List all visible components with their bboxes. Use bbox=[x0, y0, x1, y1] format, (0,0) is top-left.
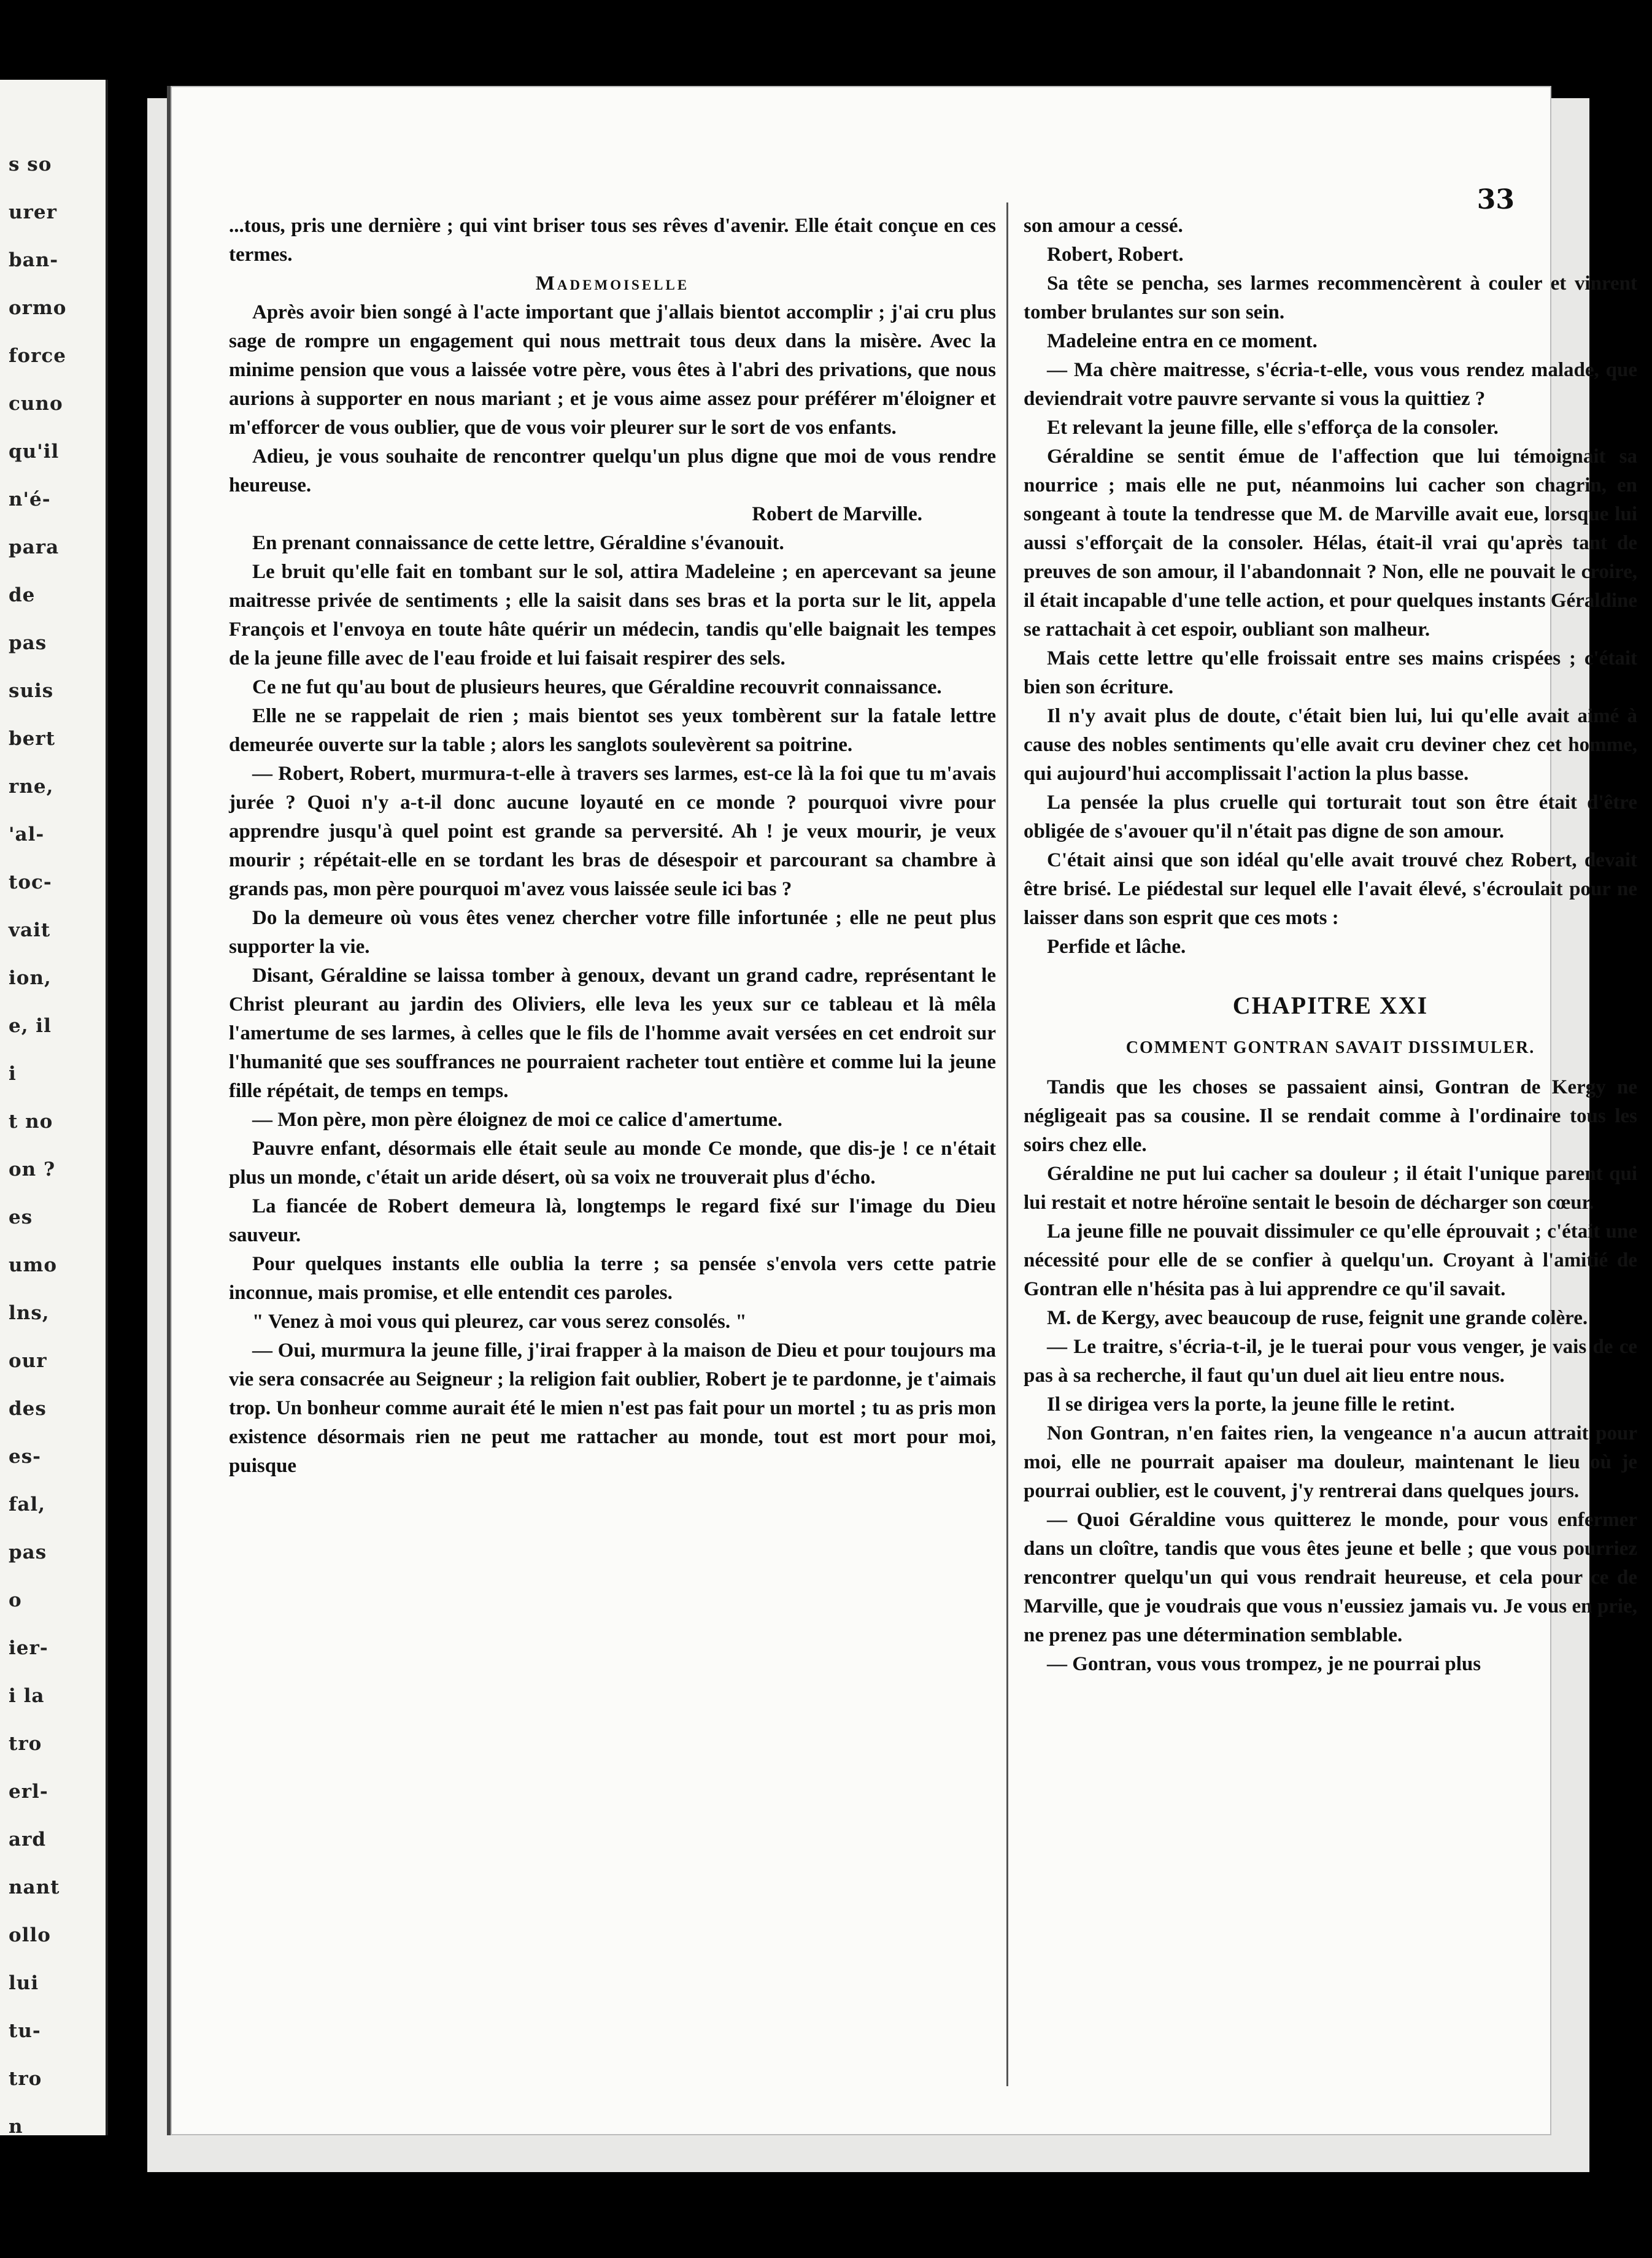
prev-page-fragment: i la bbox=[9, 1685, 45, 1707]
prev-page-fragment: ion, bbox=[9, 967, 52, 989]
paragraph: Il se dirigea vers la porte, la jeune fille le retint. bbox=[1047, 1393, 1455, 1416]
prev-page-fragment: tro bbox=[9, 1733, 42, 1755]
paragraph: Do la demeure où vous êtes venez chercher votre fille infortunée ; elle ne peut plus supporter la vie. bbox=[229, 907, 996, 958]
paragraph: Robert, Robert. bbox=[1047, 244, 1184, 266]
paragraph: — Gontran, vous vous trompez, je ne pourrai plus bbox=[1047, 1653, 1481, 1675]
paragraph: Elle ne se rappelait de rien ; mais bientot ses yeux tombèrent sur la fatale lettre demeurée ouverte sur la table ; alors les sanglots soulevèrent sa poitrine. bbox=[229, 705, 996, 756]
prev-page-fragment: ollo bbox=[9, 1924, 51, 1946]
paragraph: son amour a cessé. bbox=[1024, 215, 1183, 237]
paragraph: — Le traitre, s'écria-t-il, je le tuerai pour vous venger, je vais de ce pas à sa recherche, il faut qu'un duel ait lieu entre nous. bbox=[1024, 1336, 1637, 1387]
prev-page-fragment: tu- bbox=[9, 2020, 41, 2042]
prev-page-fragment: umo bbox=[9, 1254, 58, 1276]
prev-page-fragment: i bbox=[9, 1063, 17, 1085]
newspaper-page bbox=[167, 86, 1637, 2135]
prev-page-fragment: ard bbox=[9, 1828, 47, 1851]
prev-page-fragment: es bbox=[9, 1206, 33, 1228]
paragraph: Après avoir bien songé à l'acte important que j'allais bientot accomplir ; j'ai cru plus sage de rompre un engagement qui nous mettrait tous deux dans la misère. Avec la minime pension que vous a laissée votre père, vous êtes à l'abri des privations, que nous aurions à supporter en nous mariant ; et je vous aime assez pour préférer m'éloigner et m'efforcer de vous oublier, que de vous voir pleurer sur le sort de vos enfants. bbox=[229, 301, 996, 439]
paragraph: — Robert, Robert, murmura-t-elle à travers ses larmes, est-ce là la foi que tu m'avais jurée ? Quoi n'y a-t-il donc aucune loyauté en ce monde ? pourquoi vivre pour apprendre jusqu'à quel point est grande sa perversité. Ah ! je veux mourir, je veux mourir ; répétait-elle en se tordant les bras de désespoir et parcourant sa chambre à grands pas, mon père pourquoi m'avez vous laissée seule ici bas ? bbox=[229, 763, 996, 900]
prev-page-fragment: t no bbox=[9, 1111, 53, 1133]
paragraph: " Venez à moi vous qui pleurez, car vous serez consolés. " bbox=[252, 1311, 747, 1333]
prev-page-fragment: des bbox=[9, 1398, 47, 1420]
prev-page-fragment: ban- bbox=[9, 249, 59, 271]
paragraph: Ce ne fut qu'au bout de plusieurs heures, que Géraldine recouvrit connaissance. bbox=[252, 676, 942, 698]
paragraph: Pauvre enfant, désormais elle était seule au monde Ce monde, que dis-je ! ce n'était plus un monde, c'était un aride désert, où sa voix ne trouverait plus d'écho. bbox=[229, 1138, 996, 1189]
paragraph: Tandis que les choses se passaient ainsi, Gontran de Kergy ne négligeait pas sa cousine. Il se rendait comme à l'ordinaire tous les soirs chez elle. bbox=[1024, 1076, 1637, 1156]
prev-page-fragment: cuno bbox=[9, 393, 63, 415]
prev-page-fragment: toc- bbox=[9, 871, 52, 893]
prev-page-fragment: s so bbox=[9, 153, 52, 175]
prev-page-fragment: para bbox=[9, 536, 60, 558]
paragraph: Le bruit qu'elle fait en tombant sur le sol, attira Madeleine ; en apercevant sa jeune maitresse privée de sentiments ; elle la saisit dans ses bras et la porta sur le lit, appela François et l'envoya en toute hâte quérir un médecin, tandis qu'elle baignait les tempes de la jeune fille avec de l'eau froide et lui faisait respirer des sels. bbox=[229, 561, 996, 669]
prev-page-fragment: vait bbox=[9, 919, 51, 941]
prev-page-fragment: de bbox=[9, 584, 36, 606]
paragraph: M. de Kergy, avec beaucoup de ruse, feignit une grande colère. bbox=[1047, 1307, 1588, 1329]
right-column bbox=[1024, 212, 1637, 1679]
prev-page-fragment: ormo bbox=[9, 297, 67, 319]
paragraph: Sa tête se pencha, ses larmes recommencèrent à couler et vinrent tomber brulantes sur son sein. bbox=[1024, 272, 1637, 323]
prev-page-fragment: urer bbox=[9, 201, 57, 223]
prev-page-fragment: lui bbox=[9, 1972, 39, 1994]
previous-page-strip bbox=[0, 80, 108, 2138]
paragraph: Pour quelques instants elle oublia la terre ; sa pensée s'envola vers cette patrie inconnue, mais promise, et elle entendit ces paroles. bbox=[229, 1253, 996, 1304]
paragraph: Et relevant la jeune fille, elle s'efforça de la consoler. bbox=[1047, 417, 1499, 439]
left-column bbox=[229, 212, 996, 1481]
prev-page-fragment: qu'il bbox=[9, 441, 60, 463]
prev-page-fragment: es- bbox=[9, 1446, 42, 1468]
prev-page-fragment: ier- bbox=[9, 1637, 48, 1659]
prev-page-fragment: bert bbox=[9, 728, 56, 750]
paragraph: En prenant connaissance de cette lettre, Géraldine s'évanouit. bbox=[252, 532, 784, 554]
prev-page-fragment: o bbox=[9, 1589, 22, 1611]
prev-page-fragment: n'é- bbox=[9, 488, 51, 511]
column-rule bbox=[1006, 202, 1008, 2086]
prev-page-fragment: n bbox=[9, 2116, 23, 2138]
paragraph: Géraldine ne put lui cacher sa douleur ; il était l'unique parent qui lui restait et notre héroïne sentait le besoin de décharger son cœur. bbox=[1024, 1163, 1637, 1214]
prev-page-fragment: force bbox=[9, 345, 66, 367]
paragraph: Robert de Marville. bbox=[752, 503, 922, 525]
prev-page-fragment: on ? bbox=[9, 1158, 56, 1181]
prev-page-fragment: fal, bbox=[9, 1493, 45, 1516]
paragraph: Non Gontran, n'en faites rien, la vengeance n'a aucun attrait pour moi, elle ne pourrait apaiser ma douleur, maintenant le lieu où je pourrai oublier, est le couvent, j'y rentrerai dans quelques jours. bbox=[1024, 1422, 1637, 1502]
paragraph: ...tous, pris une dernière ; qui vint briser tous ses rêves d'avenir. Elle était conçue en ces termes. bbox=[229, 215, 996, 266]
prev-page-fragment: rne, bbox=[9, 776, 54, 798]
paragraph: Il n'y avait plus de doute, c'était bien lui, lui qu'elle avait aimé à cause des nobles sentiments qu'elle avait cru deviner chez cet homme, qui aujourd'hui accomplissait l'action la plus basse. bbox=[1024, 705, 1637, 785]
prev-page-fragment: suis bbox=[9, 680, 54, 702]
prev-page-fragment: lns, bbox=[9, 1302, 50, 1324]
prev-page-fragment: 'al- bbox=[9, 823, 45, 846]
paragraph: Perfide et lâche. bbox=[1047, 936, 1186, 958]
paragraph: La fiancée de Robert demeura là, longtemps le regard fixé sur l'image du Dieu sauveur. bbox=[229, 1195, 996, 1246]
prev-page-fragment: pas bbox=[9, 1541, 47, 1563]
chapter-title: CHAPITRE XXI bbox=[1232, 992, 1429, 1019]
paragraph: — Mon père, mon père éloignez de moi ce calice d'amertume. bbox=[252, 1109, 782, 1131]
paragraph: — Quoi Géraldine vous quitterez le monde, pour vous enfermer dans un cloître, tandis que vous êtes jeune et belle ; que vous pourriez rencontrer quelqu'un qui vous rendrait heureuse, et cela pour ce de Marville, que je voudrais que vous n'eussiez jamais vu. Je vous en prie, ne prenez pas une détermination semblable. bbox=[1024, 1509, 1637, 1646]
prev-page-fragment: erl- bbox=[9, 1781, 48, 1803]
paragraph: La jeune fille ne pouvait dissimuler ce qu'elle éprouvait ; c'était une nécessité pour elle de se confier à quelqu'un. Croyant à l'amitié de Gontran elle n'hésita pas à lui apprendre ce qu'il savait. bbox=[1024, 1220, 1637, 1300]
prev-page-fragment: nant bbox=[9, 1876, 60, 1898]
prev-page-fragment: pas bbox=[9, 632, 47, 654]
paragraph: Disant, Géraldine se laissa tomber à genoux, devant un grand cadre, représentant le Christ pleurant au jardin des Oliviers, elle leva les yeux sur ce tableau et là mêla l'amertume de ses larmes, à celles que le fils de l'homme avait versées en cet endroit sur l'humanité que ses souffrances ne pourraient racheter tout entière et comme lui la jeune fille répétait, de temps en temps. bbox=[229, 965, 996, 1102]
page-number: 33 bbox=[1476, 184, 1515, 215]
chapter-subtitle: COMMENT GONTRAN SAVAIT DISSIMULER. bbox=[1125, 1038, 1535, 1057]
paragraph: — Oui, murmura la jeune fille, j'irai frapper à la maison de Dieu et pour toujours ma vie sera consacrée au Seigneur ; la religion fait oublier, Robert je te pardonne, je t'aimais trop. Un bonheur comme aurait été le mien n'est pas fait pour un mortel ; tu as pris mon existence désormais rien ne peut me rattacher au monde, tout est mort pour moi, puisque bbox=[229, 1339, 996, 1477]
paragraph: La pensée la plus cruelle qui torturait tout son être était d'être obligée de s'avouer qu'il n'était pas digne de son amour. bbox=[1024, 792, 1637, 842]
prev-page-fragment: our bbox=[9, 1350, 47, 1372]
paragraph: C'était ainsi que son idéal qu'elle avait trouvé chez Robert, devait être brisé. Le piédestal sur lequel elle l'avait élevé, s'écroulait pour ne laisser dans son esprit que ces mots : bbox=[1024, 849, 1637, 929]
prev-page-fragment: tro bbox=[9, 2068, 42, 2090]
paragraph: Mais cette lettre qu'elle froissait entre ses mains crispées ; c'était bien son écriture. bbox=[1024, 647, 1637, 698]
paragraph: — Ma chère maitresse, s'écria-t-elle, vous vous rendez malade, que deviendrait votre pauvre servante si vous la quittiez ? bbox=[1024, 359, 1637, 410]
paragraph: Adieu, je vous souhaite de rencontrer quelqu'un plus digne que moi de vous rendre heureuse. bbox=[229, 445, 996, 496]
paragraph: Mademoiselle bbox=[535, 272, 690, 295]
paragraph: Géraldine se sentit émue de l'affection que lui témoignait sa nourrice ; mais elle ne put, néanmoins lui cacher son chagrin, en songeant à toute la tendresse que M. de Marville avait eue, lorsque lui aussi s'efforçait de la consoler. Hélas, était-il vrai qu'après tant de preuves de son amour, il l'abandonnait ? Non, elle ne pouvait le croire, il était incapable d'une telle action, et pour quelques instants Géraldine se rattachait à cet espoir, oubliant son malheur. bbox=[1024, 445, 1637, 641]
prev-page-fragment: e, il bbox=[9, 1015, 52, 1037]
paragraph: Madeleine entra en ce moment. bbox=[1047, 330, 1318, 352]
